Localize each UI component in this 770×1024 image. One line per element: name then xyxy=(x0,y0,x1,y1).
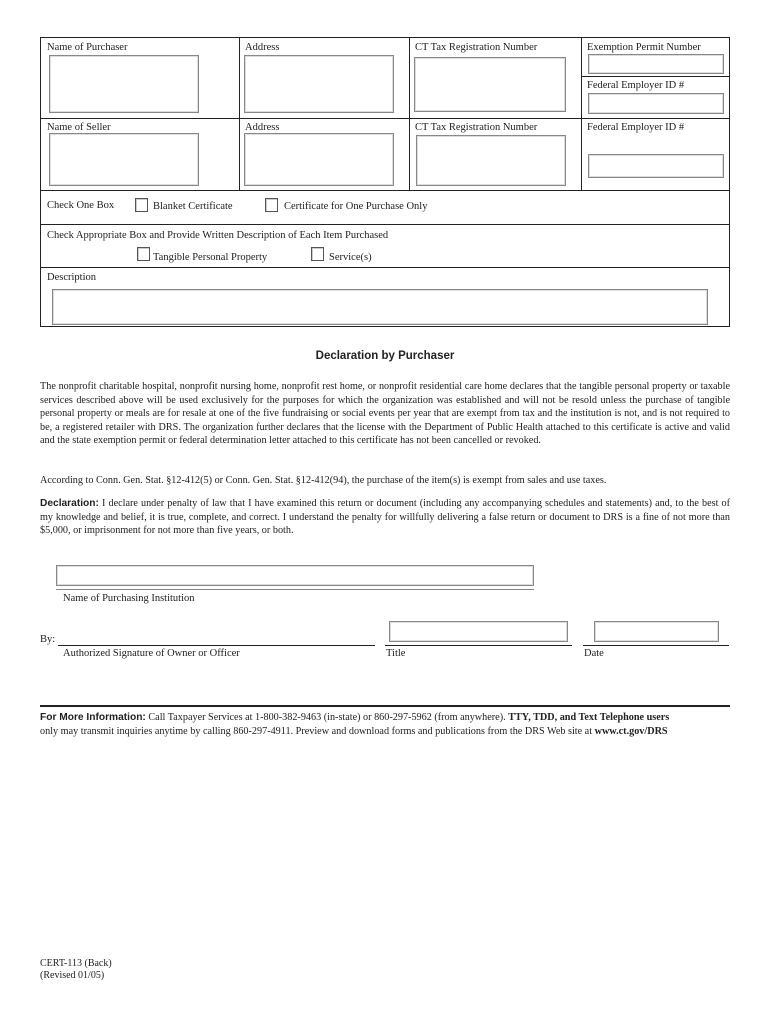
table-border-right xyxy=(729,37,730,327)
declaration-paragraph-2: According to Conn. Gen. Stat. §12-412(5) or Conn. Gen. Stat. §12-412(94), the purchase of the item(s) is exempt from sales and use taxes. xyxy=(40,475,607,486)
title-input[interactable] xyxy=(389,621,568,642)
label-purchasing-institution: Name of Purchasing Institution xyxy=(63,593,195,604)
label-purchaser-ct-tax: CT Tax Registration Number xyxy=(415,42,538,53)
drs-website-link[interactable]: www.ct.gov/DRS xyxy=(594,726,668,737)
declaration-statement xyxy=(40,497,730,538)
label-one-purchase: Certificate for One Purchase Only xyxy=(284,201,428,212)
declaration-text: I declare under penalty of law that I have examined this return or document (including any accompanying schedules and statements) and, to the best of my knowledge and belief, it is true, complete, and correct. I understand the penalty for willfully delivering a false return or document to DRS is a fine of not more than $5,000, or imprisonment for not more than five years, or both. xyxy=(40,498,730,537)
label-exemption-permit: Exemption Permit Number xyxy=(587,42,701,53)
seller-name-input[interactable] xyxy=(49,133,199,186)
table-border-top xyxy=(40,37,730,38)
row-divider-4 xyxy=(40,267,730,268)
label-title: Title xyxy=(386,648,406,659)
more-info-lead: For More Information: xyxy=(40,712,146,723)
label-tangible-property: Tangible Personal Property xyxy=(153,252,268,263)
exemption-permit-input[interactable] xyxy=(588,54,724,74)
table-border-left xyxy=(40,37,41,327)
label-purchaser-address: Address xyxy=(245,42,280,53)
col-divider-2 xyxy=(409,37,410,190)
more-info-line-2 xyxy=(40,725,730,739)
purchasing-institution-input[interactable] xyxy=(56,565,534,586)
label-description: Description xyxy=(47,272,96,283)
declaration-lead: Declaration: xyxy=(40,498,99,509)
description-input[interactable] xyxy=(52,289,708,325)
purchaser-ct-tax-input[interactable] xyxy=(414,57,566,112)
col-divider-3 xyxy=(581,37,582,190)
date-input[interactable] xyxy=(594,621,719,642)
declaration-paragraph-1: The nonprofit charitable hospital, nonprofit nursing home, nonprofit rest home, or nonprofit residential care home declares that the tangible personal property or taxable services described above will be used exclusively for the purposes for which the organization was established and will not be resold unless the purchase of tangible personal property or meals are for resale at one of the five fundraising or social events per year that are exempt from tax and the institution is not, and is not required to be, a registered retailer with DRS. The organization further declares that the license with the Department of Public Health attached to this certificate is active and valid and the state exemption permit or federal determination letter attached to this certificate has not been cancelled or revoked. xyxy=(40,381,730,447)
more-info-text-2: only may transmit inquiries anytime by calling 860-297-4911. Preview and download forms and publications from the DRS Web site at xyxy=(40,726,595,737)
purchaser-fein-input[interactable] xyxy=(588,93,724,114)
form-id xyxy=(40,958,112,982)
row-divider-2 xyxy=(40,190,730,191)
seller-fein-input[interactable] xyxy=(588,154,724,178)
one-purchase-checkbox[interactable] xyxy=(265,198,278,212)
seller-address-input[interactable] xyxy=(244,133,394,186)
title-line xyxy=(385,645,572,646)
cell-divider-exempt xyxy=(581,76,730,77)
services-checkbox[interactable] xyxy=(311,247,324,261)
label-purchaser-fein: Federal Employer ID # xyxy=(587,80,685,91)
tangible-property-checkbox[interactable] xyxy=(137,247,150,261)
purchaser-address-input[interactable] xyxy=(244,55,394,113)
label-name-of-seller: Name of Seller xyxy=(47,122,111,133)
more-info-tty: TTY, TDD, and Text Telephone users xyxy=(508,712,670,723)
row-divider-1 xyxy=(40,118,730,119)
table-border-bottom xyxy=(40,326,730,327)
label-services: Service(s) xyxy=(329,252,372,263)
declaration-title: Declaration by Purchaser xyxy=(315,350,455,362)
purchaser-name-input[interactable] xyxy=(49,55,199,113)
row-divider-3 xyxy=(40,224,730,225)
label-blanket-certificate: Blanket Certificate xyxy=(153,201,233,212)
more-info-divider xyxy=(40,705,730,707)
label-seller-ct-tax: CT Tax Registration Number xyxy=(415,122,538,133)
label-name-of-purchaser: Name of Purchaser xyxy=(47,42,128,53)
col-divider-1 xyxy=(239,37,240,190)
label-by: By: xyxy=(40,634,56,645)
label-date: Date xyxy=(584,648,604,659)
label-authorized-signature: Authorized Signature of Owner or Officer xyxy=(63,648,240,659)
seller-ct-tax-input[interactable] xyxy=(416,135,566,186)
label-items-instruction: Check Appropriate Box and Provide Written Description of Each Item Purchased xyxy=(47,230,389,241)
label-seller-fein: Federal Employer ID # xyxy=(587,122,685,133)
more-info-line-1 xyxy=(40,711,730,725)
form-id-line-1: CERT-113 (Back) xyxy=(40,958,112,969)
label-seller-address: Address xyxy=(245,122,280,133)
institution-underline xyxy=(56,589,534,590)
label-check-one-box: Check One Box xyxy=(47,200,115,211)
blanket-certificate-checkbox[interactable] xyxy=(135,198,148,212)
form-id-line-2: (Revised 01/05) xyxy=(40,970,105,981)
more-info-text-1: Call Taxpayer Services at 1-800-382-9463 (in-state) or 860-297-5962 (from anywhere). xyxy=(145,712,509,723)
signature-line[interactable] xyxy=(58,645,375,646)
date-line xyxy=(583,645,729,646)
